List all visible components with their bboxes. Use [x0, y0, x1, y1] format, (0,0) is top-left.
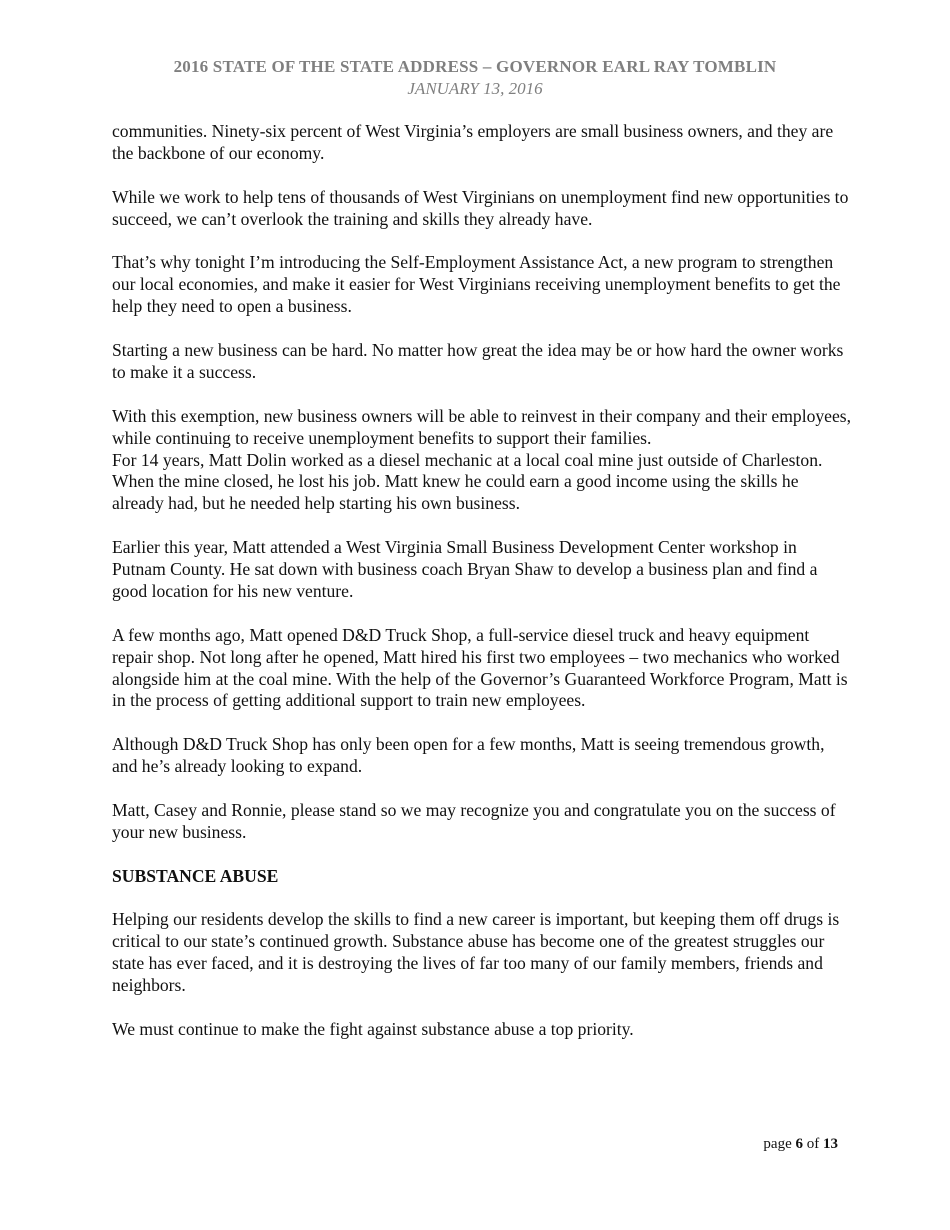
paragraph: Although D&D Truck Shop has only been open for a few months, Matt is seeing tremendous growth, and he’s already looking to expand.	[112, 734, 825, 777]
paragraph: For 14 years, Matt Dolin worked as a diesel mechanic at a local coal mine just outside of Charleston. When the mine closed, he lost his job. Matt knew he could earn a good income using the skills he already had, but he needed help starting his own business.	[112, 449, 823, 514]
paragraph: Starting a new business can be hard. No matter how great the idea may be or how hard the owner works to make it a success.	[112, 340, 844, 382]
document-date: JANUARY 13, 2016	[407, 79, 543, 98]
paragraph: Matt, Casey and Ronnie, please stand so we may recognize you and congratulate you on the success of your new business.	[112, 799, 836, 842]
paragraph: With this exemption, new business owners will be able to reinvest in their company and their employees, while continuing to receive unemployment benefits to support their families.	[112, 405, 852, 448]
current-page: 6	[795, 1136, 803, 1152]
document-body	[112, 121, 852, 1063]
total-pages: 13	[823, 1136, 838, 1152]
page-number	[763, 1136, 838, 1153]
paragraph: Helping our residents develop the skills to find a new career is important, but keeping them off drugs is critical to our state’s continued growth. Substance abuse has become one of the greatest struggles our state has ever faced, and it is destroying the lives of far too many of our family members, friends and neighbors.	[112, 909, 840, 996]
paragraph: That’s why tonight I’m introducing the Self-Employment Assistance Act, a new program to strengthen our local economies, and make it easier for West Virginians receiving unemployment benefits to get the help they need to open a business.	[112, 252, 841, 317]
paragraph: While we work to help tens of thousands of West Virginians on unemployment find new opportunities to succeed, we can’t overlook the training and skills they already have.	[112, 186, 849, 229]
paragraph: Earlier this year, Matt attended a West Virginia Small Business Development Center workshop in Putnam County. He sat down with business coach Bryan Shaw to develop a business plan and find a good location for his new venture.	[112, 537, 818, 601]
paragraph: A few months ago, Matt opened D&D Truck Shop, a full-service diesel truck and heavy equipment repair shop. Not long after he opened, Matt hired his first two employees – two mechanics who worked alongside him at the coal mine. With the help of the Governor’s Guaranteed Workforce Program, Matt is in the process of getting additional support to train new employees.	[112, 624, 848, 711]
page-number-separator: of	[803, 1136, 823, 1152]
paragraph: We must continue to make the fight against substance abuse a top priority.	[112, 1018, 634, 1039]
document-title: 2016 STATE OF THE STATE ADDRESS – GOVERNOR EARL RAY TOMBLIN	[173, 57, 777, 76]
paragraph: communities. Ninety-six percent of West Virginia’s employers are small business owners, and they are the backbone of our economy.	[112, 121, 834, 163]
section-heading: SUBSTANCE ABUSE	[112, 865, 279, 886]
page-header	[0, 56, 950, 100]
page-number-prefix: page	[763, 1136, 796, 1152]
